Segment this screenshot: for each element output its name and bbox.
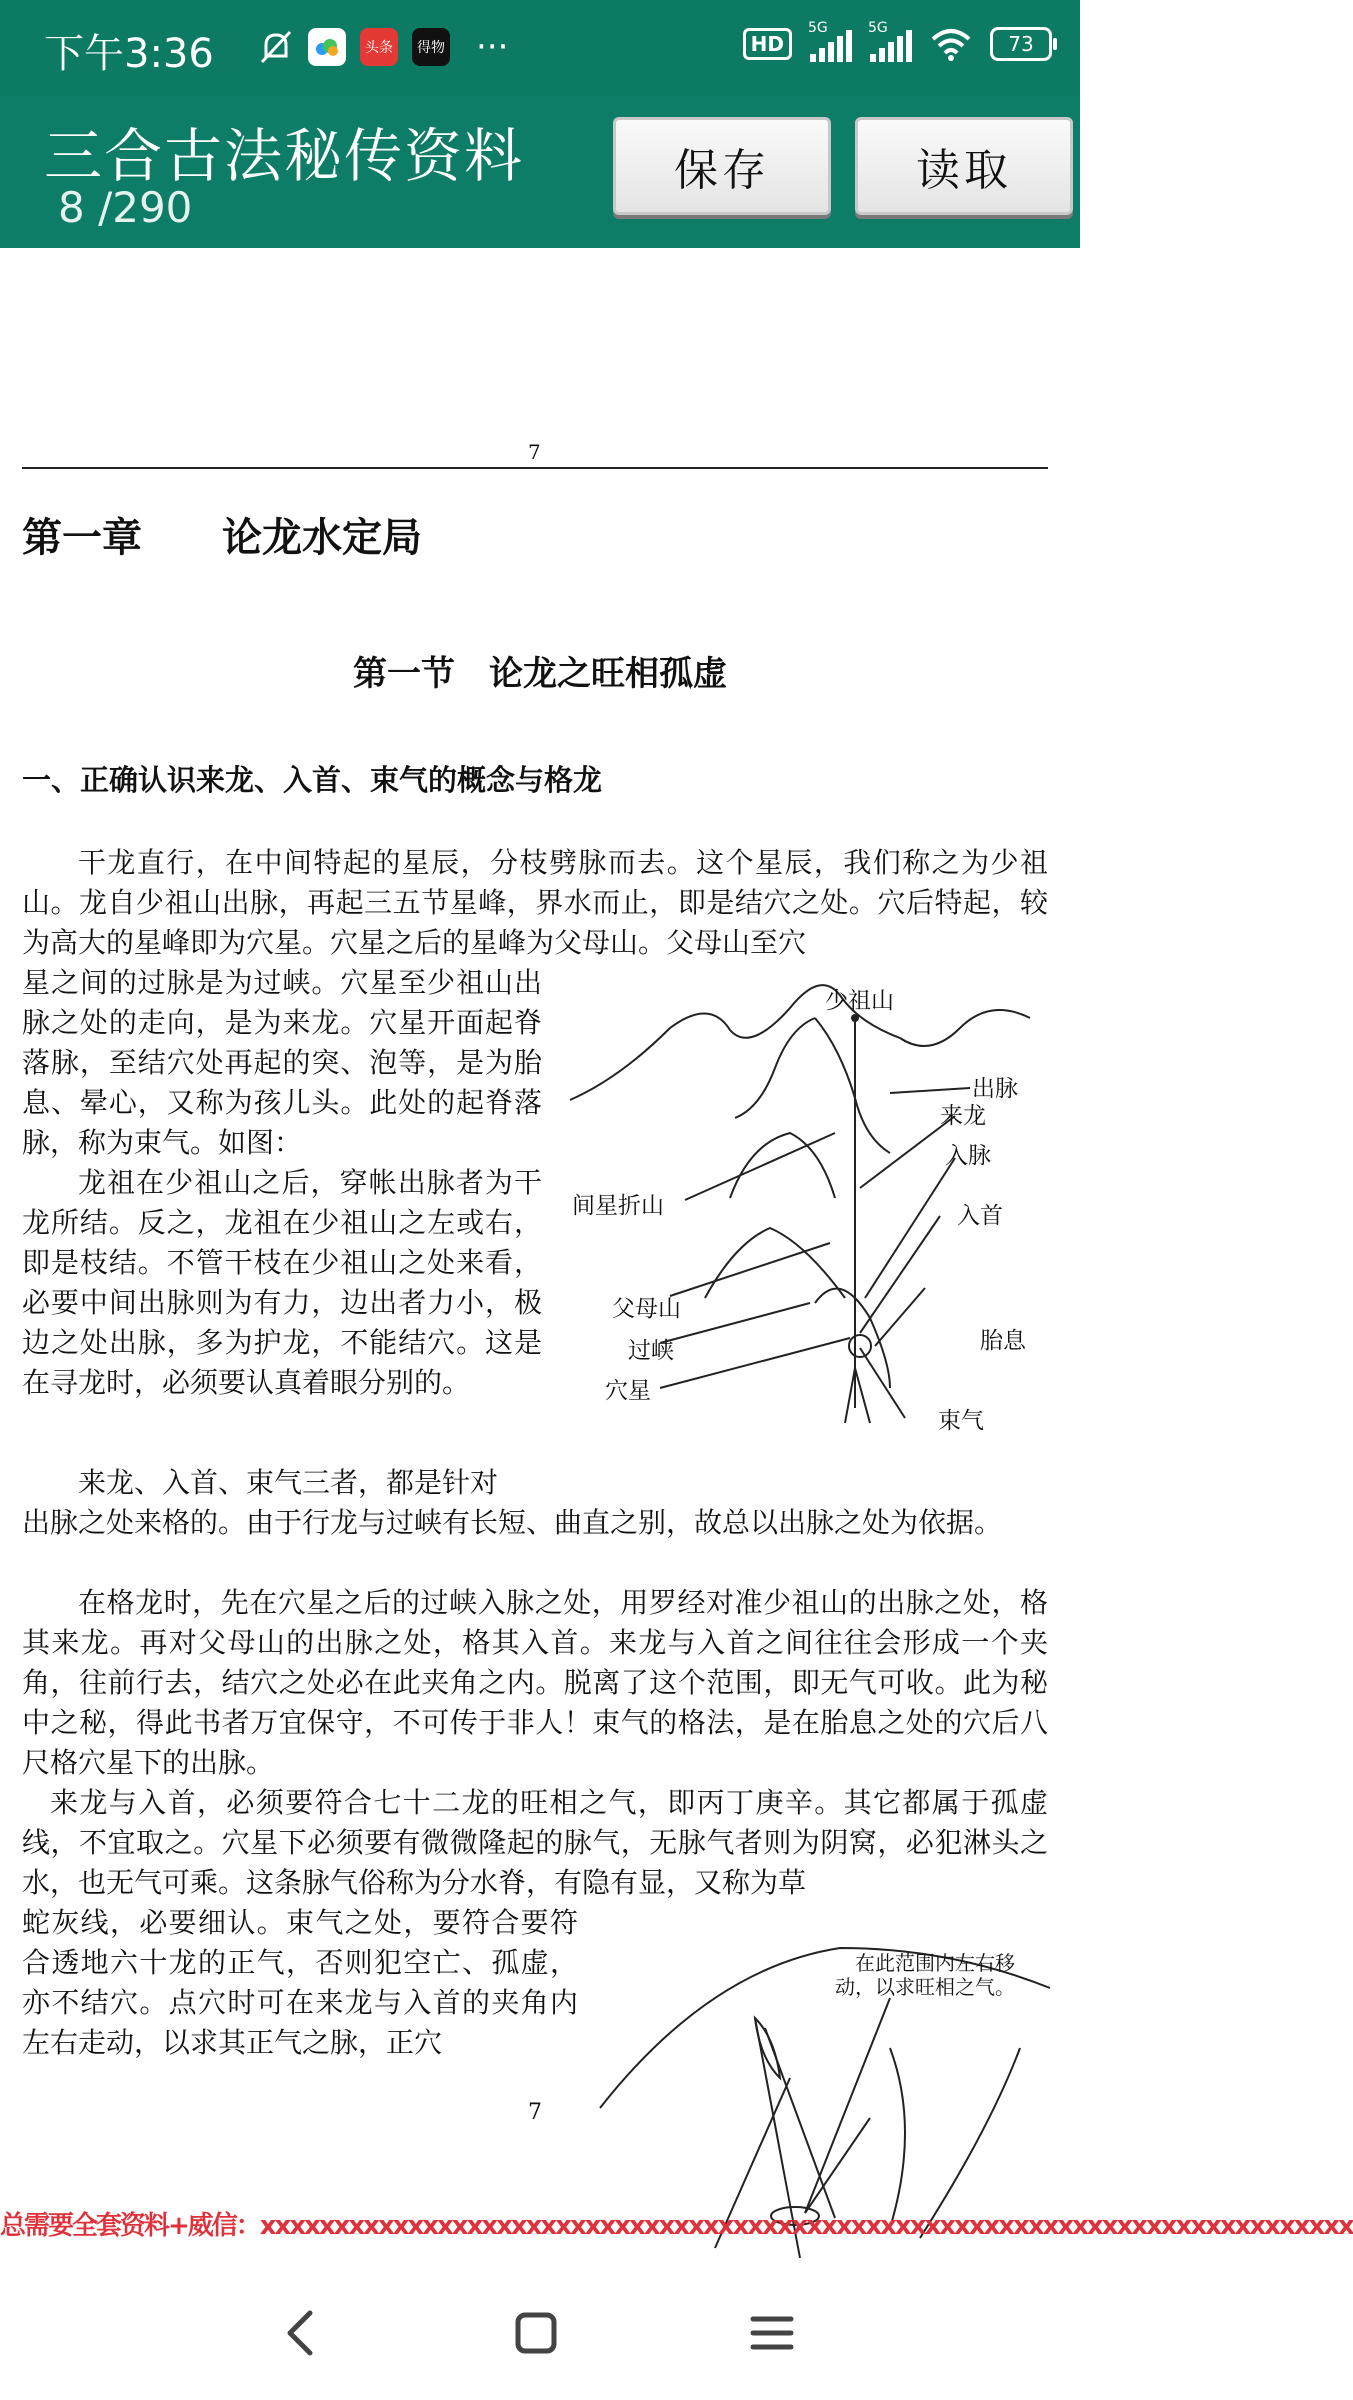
home-icon bbox=[514, 2311, 558, 2355]
paragraph-2: 龙祖在少祖山之后，穿帐出脉者为干龙所结。反之，龙祖在少祖山之左或右，即是枝结。不管干枝在少祖山之处来看，必要中间出脉则为有力，边出者力小，极边之处出脉，多为护龙，不能结穴。这是在寻龙时，必须要认真着眼分别的。 bbox=[22, 1166, 542, 1399]
label-chumai: 出脉 bbox=[972, 1076, 1018, 1102]
wifi-icon bbox=[930, 27, 972, 61]
menu-icon bbox=[749, 2313, 795, 2353]
clock: 下午3:36 bbox=[44, 31, 214, 77]
section-title: 第一节 论龙之旺相孤虚 bbox=[353, 654, 727, 694]
label-taixi: 胎息 bbox=[980, 1328, 1026, 1354]
dewu-icon: 得物 bbox=[412, 28, 450, 66]
app-title: 三合古法秘传资料 bbox=[44, 122, 525, 190]
paragraph-1-cont: 星之间的过脉是为过峡。穴星至少祖山出脉之处的走向，是为来龙。穴星开面起脊落脉，至结穴处再起的突、泡等，是为胎息、晕心，又称为孩儿头。此处的起脊落脉，称为束气。如图： bbox=[22, 966, 542, 1159]
label-shaozu: 少祖山 bbox=[825, 988, 894, 1014]
menu-button[interactable] bbox=[732, 2298, 812, 2368]
toutiao-icon: 头条 bbox=[360, 28, 398, 66]
home-button[interactable] bbox=[496, 2298, 576, 2368]
label-rushou: 入首 bbox=[957, 1203, 1003, 1229]
hd-voice-icon: HD bbox=[743, 28, 792, 60]
page-counter: 8 /290 bbox=[58, 183, 193, 232]
status-bar bbox=[0, 0, 1080, 95]
system-icons bbox=[743, 20, 1052, 62]
header-rule bbox=[22, 467, 1048, 469]
navigation-bar bbox=[0, 2258, 1080, 2400]
more-notifications-icon: ··· bbox=[476, 27, 509, 67]
signal-icon: 5G bbox=[810, 26, 852, 62]
label-lailong: 来龙 bbox=[940, 1103, 986, 1129]
subheading: 一、正确认识来龙、入首、束气的概念与格龙 bbox=[22, 763, 603, 797]
label-jianxing: 间星折山 bbox=[572, 1193, 664, 1219]
page-number-bottom: 7 bbox=[528, 2100, 542, 2125]
note-line-2: 动，以求旺相之气。 bbox=[835, 1975, 1015, 1999]
chapter-title: 第一章 论龙水定局 bbox=[22, 515, 422, 561]
back-icon bbox=[280, 2308, 320, 2358]
label-shuqi: 束气 bbox=[938, 1408, 984, 1434]
document-page[interactable] bbox=[0, 248, 1353, 2258]
paragraph-3a: 来龙、入首、束气三者，都是针对 bbox=[78, 1466, 499, 1499]
label-xuexing: 穴星 bbox=[605, 1378, 651, 1404]
paragraph-3b: 出脉之处来格的。由于行龙与过峡有长短、曲直之别，故总以出脉之处为依据。 bbox=[22, 1506, 1003, 1539]
page-number-top: 7 bbox=[528, 440, 541, 464]
notification-icons bbox=[258, 28, 508, 66]
dragon-vein-diagram bbox=[560, 968, 1060, 1448]
paragraph-4: 在格龙时，先在穴星之后的过峡入脉之处，用罗经对准少祖山的出脉之处，格其来龙。再对父母山的出脉之处，格其入首。来龙与入首之间往往会形成一个夹角，往前行去，结穴之处必在此夹角之内。脱离了这个范围，即无气可收。此为秘中之秘，得此书者万宜保守，不可传于非人！束气的格法，是在胎息之处的穴后八尺格穴星下的出脉。 bbox=[22, 1586, 1048, 1779]
load-button[interactable]: 读取 bbox=[855, 117, 1073, 215]
cloud-icon bbox=[308, 28, 346, 66]
back-button[interactable] bbox=[260, 2298, 340, 2368]
label-fumu: 父母山 bbox=[612, 1296, 681, 1322]
watermark-strip: 总需要全套资料+威信：xxxxxxxxxxxxxxxxxxxxxxxxxxxxxxxxxxxxxxxxxxxxxxxxxxxxxxxxxxxxxxxxxxxxxxxxxx bbox=[0, 2211, 1353, 2241]
label-rumai: 入脉 bbox=[945, 1143, 991, 1169]
silent-icon bbox=[258, 28, 294, 66]
paragraph-5-cont: 蛇灰线，必要细认。束气之处，要符合要符合透地六十龙的正气，否则犯空亡、孤虚，亦不结穴。点穴时可在来龙与入首的夹角内左右走动，以求其正气之脉，正穴 bbox=[22, 1906, 578, 2059]
note-line-1: 在此范围内左右移 bbox=[855, 1951, 1015, 1975]
label-guoxia: 过峡 bbox=[628, 1338, 674, 1364]
signal-icon-2: 5G bbox=[870, 26, 912, 62]
paragraph-5: 来龙与入首，必须要符合七十二龙的旺相之气，即丙丁庚辛。其它都属于孤虚线，不宜取之。穴星下必须要有微微隆起的脉气，无脉气者则为阴窝，必犯淋头之水，也无气可乘。这条脉气俗称为分水脊，有隐有显，又称为草 bbox=[22, 1786, 1048, 1899]
battery-icon: 73 bbox=[990, 27, 1052, 61]
paragraph-1: 干龙直行，在中间特起的星辰，分枝劈脉而去。这个星辰，我们称之为少祖山。龙自少祖山出脉，再起三五节星峰，界水而止，即是结穴之处。穴后特起，较为高大的星峰即为穴星。穴星之后的星峰为父母山。父母山至穴 bbox=[22, 846, 1048, 959]
save-button[interactable]: 保存 bbox=[613, 117, 831, 215]
app-header bbox=[0, 95, 1080, 248]
